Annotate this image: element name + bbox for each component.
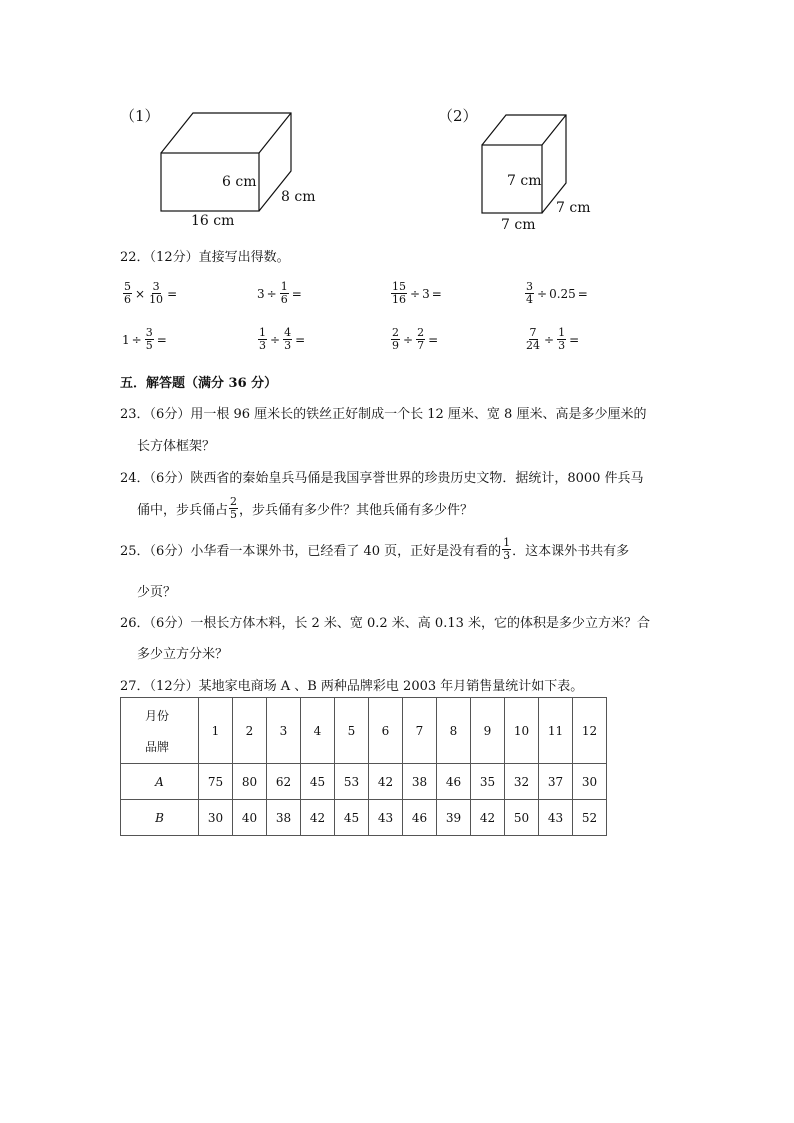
expression-1: $\frac{5}{6}$ × $\frac{3}{10}$ = [124, 280, 178, 306]
question-23-line-1: 23．（6分）用一根 96 厘米长的铁丝正好制成一个长 12 厘米、宽 8 厘米、高是多少厘米的 [120, 407, 647, 422]
figure-1-width: 16 cm [191, 213, 235, 229]
expression-2: 3 ÷ $\frac{1}{6}$ = [257, 280, 302, 306]
value-cell: 62 [267, 764, 301, 800]
expression-4: $\frac{3}{4}$ ÷ 0.25 = [526, 280, 588, 306]
month-cell: 8 [437, 698, 471, 764]
value-cell: 30 [573, 764, 607, 800]
figure-2-height: 7 cm [507, 173, 542, 189]
month-cell: 5 [335, 698, 369, 764]
value-cell: 50 [505, 800, 539, 836]
value-cell: 46 [437, 764, 471, 800]
value-cell: 42 [471, 800, 505, 836]
section-heading: 五．解答题（满分 36 分） [120, 376, 278, 391]
cuboid-figure-1 [161, 113, 291, 211]
value-cell: 45 [335, 800, 369, 836]
table-row [121, 764, 607, 800]
month-cell: 3 [267, 698, 301, 764]
month-cell: 11 [539, 698, 573, 764]
value-cell: 32 [505, 764, 539, 800]
question-27-title: 27．（12分）某地家电商场 A 、B 两种品牌彩电 2003 年月销售量统计如下表。 [120, 679, 584, 694]
month-cell: 2 [233, 698, 267, 764]
month-cell: 10 [505, 698, 539, 764]
value-cell: 37 [539, 764, 573, 800]
header-brand-label: 品牌 [145, 739, 170, 754]
question-25-line-1: 25．（6分）小华看一本课外书，已经看了 40 页，正好是没有看的 $\frac{1}{3}$ ．这本课外书共有多 [120, 536, 630, 562]
value-cell: 38 [267, 800, 301, 836]
cuboid-figure-2 [482, 115, 566, 213]
question-24-line-2: 俑中，步兵俑占 $\frac{2}{5}$ ，步兵俑有多少件？其他兵俑有多少件？ [137, 495, 474, 521]
value-cell: 75 [199, 764, 233, 800]
header-month-label: 月份 [145, 708, 170, 723]
expression-3: $\frac{15}{16}$ ÷ 3 = [392, 280, 442, 306]
month-cell: 9 [471, 698, 505, 764]
figure-2-width: 7 cm [501, 217, 536, 233]
figure-1-depth: 8 cm [281, 189, 316, 205]
figure-2-label: （2） [438, 107, 478, 125]
value-cell: 38 [403, 764, 437, 800]
value-cell: 46 [403, 800, 437, 836]
value-cell: 43 [539, 800, 573, 836]
figure-2-depth: 7 cm [556, 200, 591, 216]
value-cell: 42 [301, 800, 335, 836]
table-header-row [121, 698, 607, 764]
figure-1-height: 6 cm [222, 174, 257, 190]
expression-5: 1 ÷ $\frac{3}{5}$ = [122, 326, 167, 352]
value-cell: 30 [199, 800, 233, 836]
value-cell: 42 [369, 764, 403, 800]
value-cell: 40 [233, 800, 267, 836]
brand-cell: A [121, 764, 199, 800]
month-cell: 7 [403, 698, 437, 764]
expression-7: $\frac{2}{9}$ ÷ $\frac{2}{7}$ = [392, 326, 439, 352]
question-24-line-1: 24．（6分）陕西省的秦始皇兵马俑是我国享誉世界的珍贵历史文物．据统计，8000 件兵马 [120, 471, 644, 486]
value-cell: 35 [471, 764, 505, 800]
question-23-line-2: 长方体框架？ [137, 439, 216, 454]
month-cell: 12 [573, 698, 607, 764]
month-cell: 4 [301, 698, 335, 764]
value-cell: 39 [437, 800, 471, 836]
question-25-line-2: 少页？ [137, 585, 177, 600]
question-26-line-1: 26．（6分）一根长方体木料，长 2 米、宽 0.2 米、高 0.13 米，它的体积是多少立方米？合 [120, 616, 650, 631]
sales-table [120, 697, 607, 836]
expression-6: $\frac{1}{3}$ ÷ $\frac{4}{3}$ = [259, 326, 306, 352]
value-cell: 45 [301, 764, 335, 800]
question-26-line-2: 多少立方分米？ [137, 647, 229, 662]
expression-8: $\frac{7}{24}$ ÷ $\frac{1}{3}$ = [526, 326, 580, 352]
brand-cell: B [121, 800, 199, 836]
table-corner-header [121, 698, 199, 764]
month-cell: 1 [199, 698, 233, 764]
value-cell: 52 [573, 800, 607, 836]
value-cell: 80 [233, 764, 267, 800]
figure-1-label: （1） [120, 107, 160, 125]
question-22-title: 22．（12分）直接写出得数。 [120, 250, 290, 265]
value-cell: 43 [369, 800, 403, 836]
value-cell: 53 [335, 764, 369, 800]
month-cell: 6 [369, 698, 403, 764]
table-row [121, 800, 607, 836]
